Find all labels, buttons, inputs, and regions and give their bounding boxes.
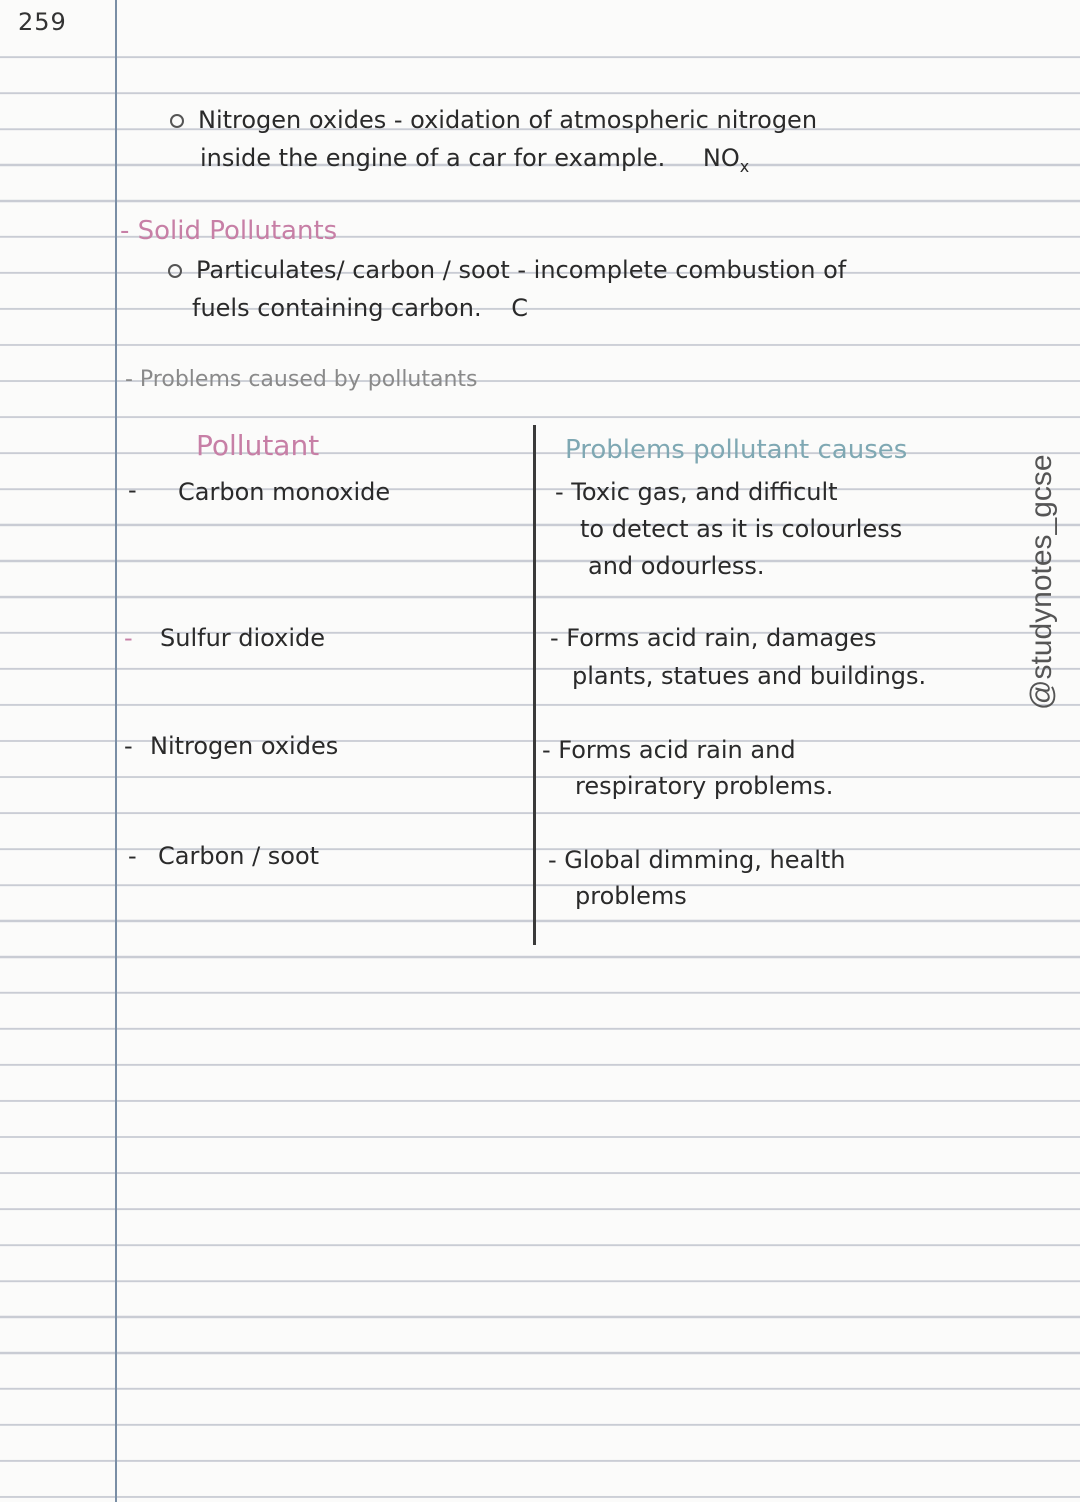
row-dash: - [128,476,137,504]
problem-line: - Forms acid rain and [542,736,796,764]
pollutant-name: Carbon monoxide [178,478,391,506]
problem-line: and odourless. [588,552,765,580]
particulates-text-2: fuels containing carbon. [192,294,482,322]
problems-column-header: Problems pollutant causes [565,435,908,465]
nitrogen-oxides-line-1 [170,102,817,138]
pollutant-name: Carbon / soot [158,842,320,870]
page-number: 259 [18,8,67,36]
bullet-circle-icon [170,114,184,128]
problem-line: to detect as it is colourless [580,515,903,543]
problem-line: problems [575,882,687,910]
solid-pollutants-heading: - Solid Pollutants [120,216,338,246]
particulates-text-1: Particulates/ carbon / soot - incomplete combustion of [196,256,847,284]
row-dash: - [124,624,133,652]
pollutant-name: Nitrogen oxides [150,732,339,760]
problem-line: plants, statues and buildings. [572,662,927,690]
nitrogen-oxides-line-2 [200,140,749,185]
problem-line: - Forms acid rain, damages [550,624,877,652]
particulates-line-2 [192,290,528,326]
bullet-circle-icon [168,264,182,278]
row-dash: - [124,732,133,760]
nitrogen-oxides-text-1: Nitrogen oxides - oxidation of atmospheric nitrogen [198,106,818,134]
pollutant-column-header: Pollutant [196,429,320,462]
problem-line: - Toxic gas, and difficult [555,478,838,506]
nitrogen-oxides-text-2: inside the engine of a car for example. [200,144,666,172]
margin-line [115,0,117,1502]
nitrogen-oxides-formula: NO [702,144,740,172]
particulates-line-1 [168,252,846,288]
pollutant-name: Sulfur dioxide [160,624,325,652]
problem-line: respiratory problems. [575,772,834,800]
row-dash: - [128,842,137,870]
carbon-symbol: C [511,294,528,322]
watermark: @studynotes_gcse [1025,454,1058,710]
table-divider [533,425,536,945]
nitrogen-oxides-formula-sub: x [739,157,750,176]
problems-heading: - Problems caused by pollutants [125,367,478,392]
problem-line: - Global dimming, health [548,846,846,874]
